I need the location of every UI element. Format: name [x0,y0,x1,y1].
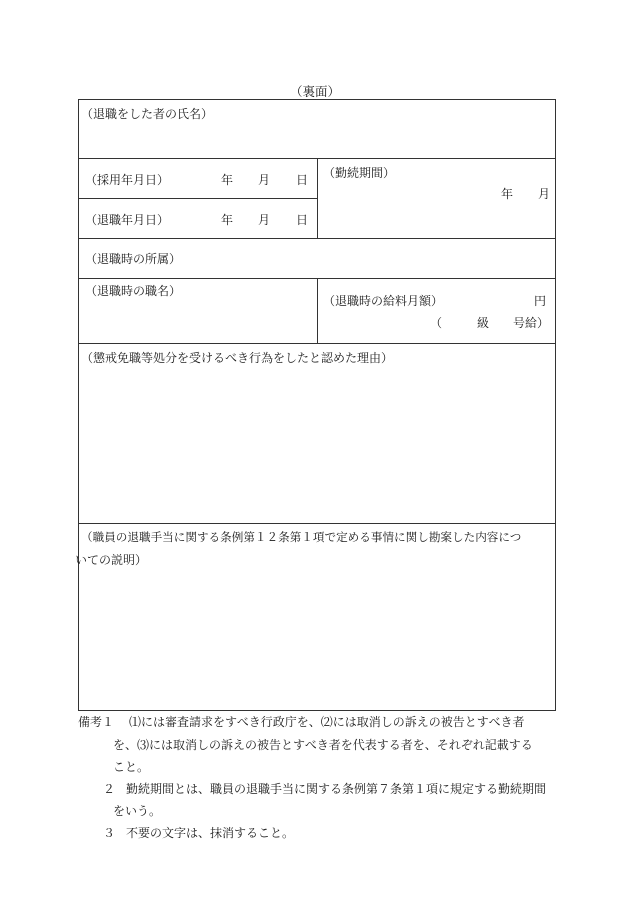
salary-grade-unit: 級 [477,316,490,330]
row-divider [79,523,556,524]
job-title-label: （退職時の職名） [85,284,182,298]
row-divider [79,198,317,199]
retire-date-label: （退職年月日） [85,213,170,227]
retirement-form [75,99,556,711]
note-3-number: ３ [103,826,116,840]
note-3-line-1: 不要の文字は、抹消すること。 [126,826,295,840]
hire-day-unit: 日 [296,173,309,187]
column-divider [317,158,318,238]
retire-day-unit: 日 [296,213,309,227]
retire-month-unit: 月 [258,213,271,227]
explanation-label-line1: （職員の退職手当に関する条例第１２条第１項で定める事情に関し勘案した内容につ [81,530,522,544]
hire-year-unit: 年 [221,173,234,187]
column-divider [317,278,318,343]
explanation-label-line2: いての説明） [75,553,148,567]
page-heading: （裏面） [289,84,340,99]
service-period-label: （勤続期間） [323,166,396,180]
retiree-name-label: （退職をした者の氏名） [81,107,214,121]
salary-paren-open: （ [430,316,443,330]
service-month-unit: 月 [538,187,551,201]
salary-yen-unit: 円 [534,294,547,308]
note-2-line-1: 勤続期間とは、職員の退職手当に関する条例第７条第１項に規定する勤続期間 [126,782,547,796]
salary-label: （退職時の給料月額） [323,294,444,308]
affiliation-label: （退職時の所属） [85,252,182,266]
note-2-line-2: をいう。 [113,804,162,818]
salary-step-unit: 号給） [513,316,550,330]
note-2-number: ２ [103,782,116,796]
notes-prefix: 備考１ [78,715,115,729]
service-year-unit: 年 [501,187,514,201]
row-divider [79,343,556,344]
disciplinary-reason-label: （懲戒免職等処分を受けるべき行為をしたと認めた理由） [81,351,394,365]
row-divider [79,238,556,239]
retire-year-unit: 年 [221,213,234,227]
hire-date-label: （採用年月日） [85,173,170,187]
note-1-line-2: を、⑶には取消しの訴えの被告とすべき者を代表する者を、それぞれ記載する [113,738,533,752]
hire-month-unit: 月 [258,173,271,187]
note-1-line-3: こと。 [113,760,150,774]
note-1-line-1: ⑴には審査請求をすべき行政庁を、⑵には取消しの訴えの被告とすべき者 [129,715,525,729]
